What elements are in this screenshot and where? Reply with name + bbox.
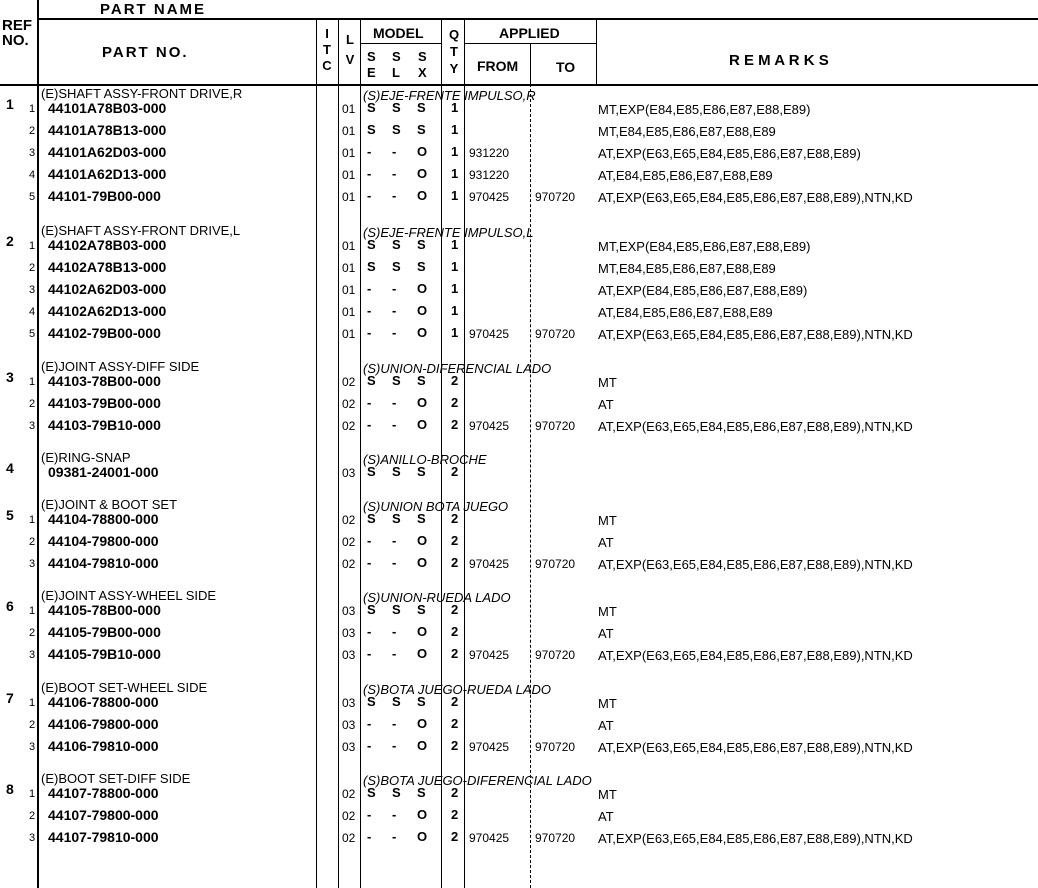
model-sx: O [417, 738, 428, 753]
remarks: AT,EXP(E63,E65,E84,E85,E86,E87,E88,E89),NTN,KD [598, 740, 913, 755]
applied-from: 931220 [469, 168, 510, 182]
remarks: MT [598, 513, 617, 528]
level: 01 [342, 146, 356, 160]
quantity: 2 [451, 738, 459, 753]
line-number: 2 [29, 398, 36, 410]
part-number: 44106-78800-000 [48, 694, 159, 710]
applied-to: 970720 [535, 557, 576, 571]
line-number: 3 [29, 147, 36, 159]
model-sx: O [417, 646, 428, 661]
line-number: 4 [29, 306, 36, 318]
applied-from: 970425 [469, 327, 510, 341]
model-sx: O [417, 325, 428, 340]
model-sx: O [417, 188, 428, 203]
part-description-spanish: (S)UNION-DIFERENCIAL LADO [363, 361, 552, 376]
model-se: S [367, 602, 376, 617]
part-number: 44107-79800-000 [48, 807, 159, 823]
model-sl: S [392, 100, 401, 115]
model-sl-label: S L [392, 49, 401, 80]
remarks: AT,EXP(E63,E65,E84,E85,E86,E87,E88,E89),NTN,KD [598, 831, 913, 846]
applied-to: 970720 [535, 740, 576, 754]
applied-to: 970720 [535, 190, 576, 204]
ref-column-divider [37, 0, 39, 888]
quantity: 2 [451, 785, 459, 800]
model-sl: - [392, 738, 397, 753]
quantity: 2 [451, 533, 459, 548]
lv-label: L V [345, 32, 355, 67]
model-sl: - [392, 144, 397, 159]
part-description-spanish: (S)BOTA JUEGO-DIFERENCIAL LADO [363, 773, 592, 788]
to-label: TO [556, 59, 576, 75]
model-se: S [367, 100, 376, 115]
model-se: - [367, 325, 372, 340]
model-se: - [367, 555, 372, 570]
model-se: S [367, 511, 376, 526]
line-number: 4 [29, 169, 36, 181]
model-se: - [367, 807, 372, 822]
remarks: MT,EXP(E84,E85,E86,E87,E88,E89) [598, 102, 811, 117]
line-number: 1 [29, 376, 36, 388]
quantity: 1 [451, 325, 459, 340]
model-sl: - [392, 807, 397, 822]
level: 02 [342, 535, 356, 549]
applied-from: 970425 [469, 419, 510, 433]
part-number: 44107-79810-000 [48, 829, 159, 845]
level: 03 [342, 466, 356, 480]
level: 01 [342, 283, 356, 297]
part-number: 44104-78800-000 [48, 511, 159, 527]
quantity: 1 [451, 303, 459, 318]
level: 03 [342, 740, 356, 754]
quantity: 1 [451, 166, 459, 181]
line-number: 1 [29, 788, 36, 800]
model-sl: S [392, 694, 401, 709]
itc-left-divider [316, 18, 317, 888]
line-number: 2 [29, 125, 36, 137]
ref-number: 7 [6, 690, 14, 706]
remarks: AT [598, 809, 614, 824]
part-name: (E)BOOT SET-WHEEL SIDE [41, 680, 208, 695]
quantity: 1 [451, 144, 459, 159]
remarks: MT [598, 604, 617, 619]
remarks: AT,EXP(E63,E65,E84,E85,E86,E87,E88,E89),NTN,KD [598, 557, 913, 572]
model-se-label: S E [367, 49, 376, 80]
model-header-rule [360, 43, 441, 44]
applied-to: 970720 [535, 648, 576, 662]
quantity: 1 [451, 259, 459, 274]
itc-label: I T C [322, 26, 332, 73]
model-se: - [367, 188, 372, 203]
applied-right-divider [596, 18, 597, 84]
part-description-spanish: (S)UNION BOTA JUEGO [363, 499, 509, 514]
model-sx: O [417, 303, 428, 318]
model-se: - [367, 829, 372, 844]
quantity: 1 [451, 100, 459, 115]
model-sx: S [417, 464, 426, 479]
model-se: - [367, 395, 372, 410]
model-sl: - [392, 716, 397, 731]
remarks: AT [598, 718, 614, 733]
model-se: - [367, 303, 372, 318]
remarks: AT,E84,E85,E86,E87,E88,E89 [598, 305, 773, 320]
model-sx: O [417, 555, 428, 570]
model-sl: - [392, 555, 397, 570]
quantity: 2 [451, 602, 459, 617]
model-se: S [367, 373, 376, 388]
model-se: S [367, 237, 376, 252]
model-sl: - [392, 533, 397, 548]
model-se: S [367, 122, 376, 137]
part-number: 44106-79810-000 [48, 738, 159, 754]
model-sl: S [392, 259, 401, 274]
part-name: (E)SHAFT ASSY-FRONT DRIVE,L [41, 223, 241, 238]
part-number: 44104-79810-000 [48, 555, 159, 571]
quantity: 2 [451, 807, 459, 822]
part-number: 44105-79B00-000 [48, 624, 161, 640]
applied-from: 970425 [469, 557, 510, 571]
header-top-rule [38, 18, 1038, 20]
quantity: 2 [451, 417, 459, 432]
line-number: 3 [29, 420, 36, 432]
part-number: 44101-79B00-000 [48, 188, 161, 204]
model-sx: S [417, 785, 426, 800]
quantity: 2 [451, 694, 459, 709]
itc-right-divider [338, 18, 339, 888]
level: 03 [342, 604, 356, 618]
ref-number: 1 [6, 96, 14, 112]
remarks: MT,E84,E85,E86,E87,E88,E89 [598, 124, 776, 139]
quantity: 1 [451, 281, 459, 296]
model-se: - [367, 281, 372, 296]
part-no-label: PART NO. [102, 44, 189, 61]
line-number: 1 [29, 240, 36, 252]
remarks: AT,EXP(E84,E85,E86,E87,E88,E89) [598, 283, 808, 298]
quantity: 2 [451, 624, 459, 639]
model-sx: S [417, 259, 426, 274]
model-sl: S [392, 511, 401, 526]
model-sl: - [392, 624, 397, 639]
level: 02 [342, 557, 356, 571]
level: 03 [342, 648, 356, 662]
model-sx: O [417, 281, 428, 296]
part-description-spanish: (S)ANILLO-BROCHE [363, 452, 487, 467]
line-number: 5 [29, 191, 36, 203]
model-sl: S [392, 122, 401, 137]
remarks: MT,E84,E85,E86,E87,E88,E89 [598, 261, 776, 276]
model-se: S [367, 694, 376, 709]
part-number: 44104-79800-000 [48, 533, 159, 549]
line-number: 2 [29, 719, 36, 731]
remarks: MT [598, 375, 617, 390]
model-sl: - [392, 646, 397, 661]
quantity: 2 [451, 646, 459, 661]
applied-label: APPLIED [499, 25, 560, 41]
level: 02 [342, 419, 356, 433]
line-number: 1 [29, 697, 36, 709]
part-number: 09381-24001-000 [48, 464, 159, 480]
remarks: AT,EXP(E63,E65,E84,E85,E86,E87,E88,E89) [598, 146, 861, 161]
part-name-label: PART NAME [100, 1, 207, 18]
model-sl: - [392, 325, 397, 340]
level: 03 [342, 626, 356, 640]
part-description-spanish: (S)EJE-FRENTE IMPULSO,R [363, 88, 536, 103]
model-sx: S [417, 694, 426, 709]
part-number: 44107-78800-000 [48, 785, 159, 801]
part-description-spanish: (S)BOTA JUEGO-RUEDA LADO [363, 682, 552, 697]
model-sx: O [417, 533, 428, 548]
model-se: - [367, 533, 372, 548]
model-sl: - [392, 395, 397, 410]
ref-number: 3 [6, 369, 14, 385]
level: 02 [342, 513, 356, 527]
applied-from: 931220 [469, 146, 510, 160]
remarks: AT,EXP(E63,E65,E84,E85,E86,E87,E88,E89),NTN,KD [598, 648, 913, 663]
part-number: 44105-78B00-000 [48, 602, 161, 618]
applied-from: 970425 [469, 740, 510, 754]
part-number: 44101A78B03-000 [48, 100, 167, 116]
remarks: AT [598, 535, 614, 550]
level: 01 [342, 102, 356, 116]
part-name: (E)JOINT & BOOT SET [41, 497, 178, 512]
model-sl: S [392, 602, 401, 617]
model-sx: O [417, 807, 428, 822]
part-name: (E)SHAFT ASSY-FRONT DRIVE,R [41, 86, 243, 101]
model-sl: - [392, 829, 397, 844]
quantity: 2 [451, 555, 459, 570]
model-se: - [367, 624, 372, 639]
level: 03 [342, 696, 356, 710]
model-sx: S [417, 237, 426, 252]
remarks: MT [598, 787, 617, 802]
from-label: FROM [477, 58, 519, 74]
part-name: (E)RING-SNAP [41, 450, 131, 465]
applied-from: 970425 [469, 648, 510, 662]
line-number: 3 [29, 558, 36, 570]
model-sl: S [392, 237, 401, 252]
model-se: - [367, 646, 372, 661]
quantity: 2 [451, 464, 459, 479]
model-se: S [367, 464, 376, 479]
model-se: S [367, 259, 376, 274]
applied-to: 970720 [535, 831, 576, 845]
part-number: 44101A78B13-000 [48, 122, 167, 138]
ref-number: 8 [6, 781, 14, 797]
model-sl: S [392, 785, 401, 800]
remarks: AT,EXP(E63,E65,E84,E85,E86,E87,E88,E89),NTN,KD [598, 190, 913, 205]
model-sx: O [417, 144, 428, 159]
ref-no-label: REF NO. [2, 17, 32, 49]
qty-label: Q T Y [448, 27, 460, 76]
lv-right-divider [360, 18, 361, 888]
model-sx: O [417, 166, 428, 181]
remarks: AT,E84,E85,E86,E87,E88,E89 [598, 168, 773, 183]
part-name: (E)JOINT ASSY-WHEEL SIDE [41, 588, 217, 603]
line-number: 3 [29, 741, 36, 753]
quantity: 2 [451, 395, 459, 410]
model-sx: S [417, 373, 426, 388]
model-sx: O [417, 417, 428, 432]
part-number: 44101A62D03-000 [48, 144, 167, 160]
model-sl: - [392, 281, 397, 296]
part-description-spanish: (S)UNION-RUEDA LADO [363, 590, 511, 605]
ref-number: 6 [6, 598, 14, 614]
quantity: 2 [451, 716, 459, 731]
model-sx: O [417, 624, 428, 639]
model-sl: - [392, 417, 397, 432]
line-number: 3 [29, 649, 36, 661]
remarks-label: R E M A R K S [729, 52, 829, 69]
part-number: 44102A62D03-000 [48, 281, 167, 297]
part-description-spanish: (S)EJE-FRENTE IMPULSO,L [363, 225, 534, 240]
applied-to: 970720 [535, 419, 576, 433]
model-sl: - [392, 188, 397, 203]
model-se: - [367, 716, 372, 731]
level: 01 [342, 261, 356, 275]
from-to-dashed-divider [530, 84, 531, 888]
remarks: AT [598, 397, 614, 412]
quantity: 1 [451, 122, 459, 137]
line-number: 2 [29, 627, 36, 639]
line-number: 3 [29, 832, 36, 844]
applied-from: 970425 [469, 190, 510, 204]
model-se: S [367, 785, 376, 800]
level: 01 [342, 190, 356, 204]
level: 01 [342, 168, 356, 182]
line-number: 5 [29, 328, 36, 340]
part-number: 44102A78B13-000 [48, 259, 167, 275]
remarks: AT,EXP(E63,E65,E84,E85,E86,E87,E88,E89),NTN,KD [598, 327, 913, 342]
model-sl: - [392, 303, 397, 318]
line-number: 1 [29, 514, 36, 526]
model-sx: O [417, 829, 428, 844]
level: 01 [342, 124, 356, 138]
model-sx: O [417, 395, 428, 410]
ref-number: 4 [6, 460, 14, 476]
model-sx: S [417, 100, 426, 115]
from-to-divider [530, 43, 531, 84]
part-name: (E)BOOT SET-DIFF SIDE [41, 771, 191, 786]
part-number: 44103-78B00-000 [48, 373, 161, 389]
line-number: 2 [29, 262, 36, 274]
part-name: (E)JOINT ASSY-DIFF SIDE [41, 359, 200, 374]
applied-from: 970425 [469, 831, 510, 845]
part-number: 44102-79B00-000 [48, 325, 161, 341]
model-se: - [367, 166, 372, 181]
quantity: 1 [451, 237, 459, 252]
level: 01 [342, 327, 356, 341]
model-sx: O [417, 716, 428, 731]
model-sl: S [392, 464, 401, 479]
model-se: - [367, 144, 372, 159]
model-sx: S [417, 511, 426, 526]
remarks: MT,EXP(E84,E85,E86,E87,E88,E89) [598, 239, 811, 254]
model-se: - [367, 417, 372, 432]
model-sx: S [417, 122, 426, 137]
level: 02 [342, 831, 356, 845]
ref-number: 5 [6, 507, 14, 523]
level: 03 [342, 718, 356, 732]
line-number: 2 [29, 810, 36, 822]
part-number: 44106-79800-000 [48, 716, 159, 732]
remarks: MT [598, 696, 617, 711]
part-number: 44103-79B10-000 [48, 417, 161, 433]
model-sx-label: S X [418, 49, 427, 80]
part-number: 44102A78B03-000 [48, 237, 167, 253]
level: 01 [342, 305, 356, 319]
model-sl: - [392, 166, 397, 181]
quantity: 2 [451, 511, 459, 526]
remarks: AT [598, 626, 614, 641]
applied-to: 970720 [535, 327, 576, 341]
level: 02 [342, 375, 356, 389]
quantity: 2 [451, 829, 459, 844]
ref-number: 2 [6, 233, 14, 249]
model-sx: S [417, 602, 426, 617]
part-number: 44101A62D13-000 [48, 166, 167, 182]
line-number: 3 [29, 284, 36, 296]
line-number: 1 [29, 605, 36, 617]
part-number: 44103-79B00-000 [48, 395, 161, 411]
level: 02 [342, 397, 356, 411]
model-sl: S [392, 373, 401, 388]
model-se: - [367, 738, 372, 753]
quantity: 1 [451, 188, 459, 203]
level: 02 [342, 787, 356, 801]
remarks: AT,EXP(E63,E65,E84,E85,E86,E87,E88,E89),NTN,KD [598, 419, 913, 434]
part-number: 44105-79B10-000 [48, 646, 161, 662]
line-number: 1 [29, 103, 36, 115]
line-number: 2 [29, 536, 36, 548]
model-label: MODEL [373, 25, 424, 41]
level: 01 [342, 239, 356, 253]
level: 02 [342, 809, 356, 823]
part-number: 44102A62D13-000 [48, 303, 167, 319]
quantity: 2 [451, 373, 459, 388]
